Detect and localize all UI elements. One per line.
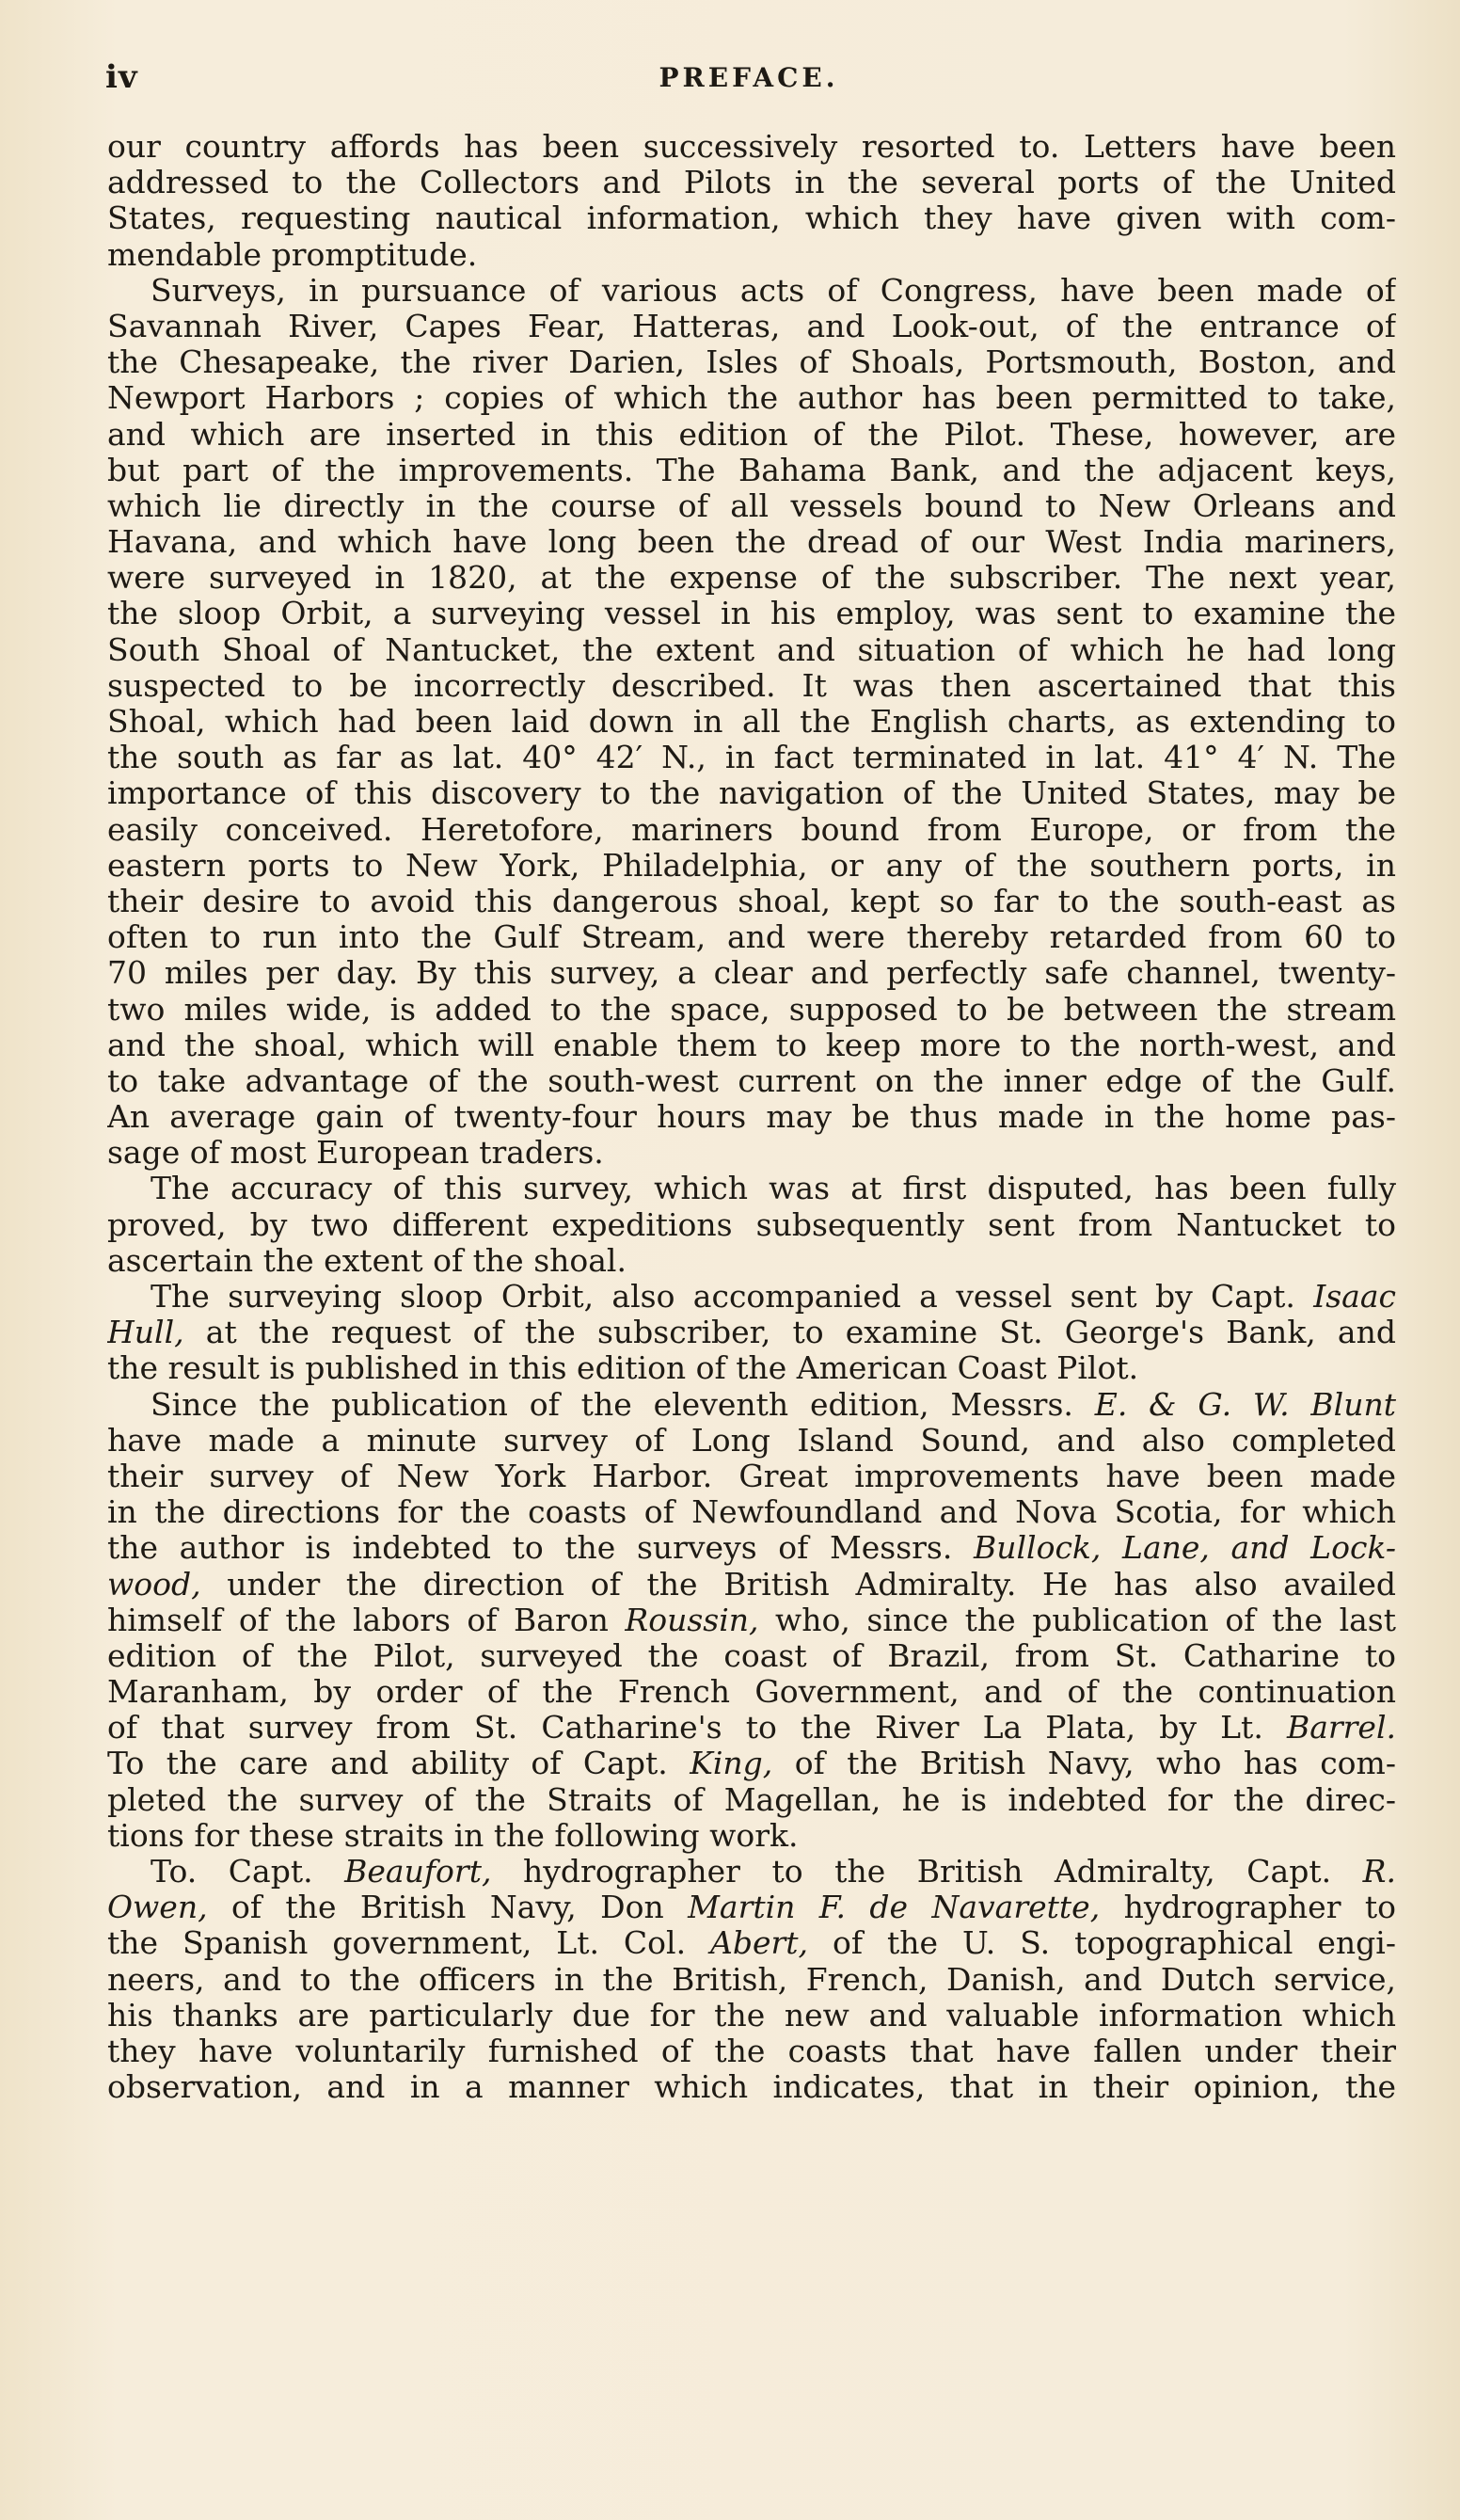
text-segment: Since the publication of the eleventh edition, Messrs. (151, 1386, 1095, 1423)
text-line (107, 884, 1396, 919)
text-line (107, 704, 1396, 740)
text-segment: of that survey from St. Catharine's to the River La Plata, by Lt. (107, 1710, 1287, 1746)
text-line (107, 2069, 1396, 2105)
italic-segment: Beaufort, (344, 1854, 492, 1890)
text-line (107, 1890, 1396, 1925)
text-line (107, 740, 1396, 775)
text-line (107, 309, 1396, 344)
text-segment: proved, by two different expeditions subsequently sent from Nantucket to (107, 1206, 1396, 1243)
text-segment: which lie directly in the course of all vessels bound to New Orleans and (107, 487, 1396, 524)
text-segment: The accuracy of this survey, which was at first disputed, has been fully (151, 1171, 1396, 1207)
text-line (107, 1782, 1396, 1818)
text-segment: of the U. S. topographical engi- (808, 1925, 1396, 1962)
text-line (107, 1710, 1396, 1746)
text-line (107, 1423, 1396, 1459)
italic-segment: wood, (107, 1566, 201, 1603)
text-line (107, 1387, 1396, 1423)
text-line (107, 1925, 1396, 1961)
text-segment: our country affords has been successively resorted to. Letters have been (107, 129, 1396, 165)
text-line (107, 992, 1396, 1028)
text-line (107, 1243, 1396, 1279)
text-segment: but part of the improvements. The Bahama Bank, and the adjacent keys, (107, 452, 1396, 488)
italic-segment: Bullock, Lane, and Lock- (973, 1530, 1396, 1567)
text-segment: ascertain the extent of the shoal. (107, 1242, 627, 1279)
text-line (107, 1459, 1396, 1494)
text-line (107, 1746, 1396, 1781)
text-line (107, 273, 1396, 309)
text-segment: his thanks are particularly due for the new and valuable information which (107, 1997, 1396, 2034)
text-line (107, 632, 1396, 668)
text-line (107, 1854, 1396, 1890)
text-segment: in the directions for the coasts of Newfoundland and Nova Scotia, for which (107, 1494, 1396, 1531)
text-line (107, 1135, 1396, 1171)
text-segment: South Shoal of Nantucket, the extent and situation of which he had long (107, 631, 1396, 668)
text-line (107, 1063, 1396, 1099)
text-line (107, 1350, 1396, 1386)
text-segment: sage of most European traders. (107, 1135, 604, 1172)
text-line (107, 453, 1396, 488)
text-segment: of the British Navy, Don (207, 1890, 689, 1926)
text-segment: neers, and to the officers in the British, French, Danish, and Dutch service, (107, 1961, 1396, 1998)
italic-segment: King, (690, 1746, 773, 1782)
text-segment: were surveyed in 1820, at the expense of the subscriber. The next year, (107, 560, 1396, 597)
text-segment: Havana, and which have long been the dread of our West India mariners, (107, 524, 1396, 561)
text-segment: Newport Harbors ; copies of which the author has been permitted to take, (107, 380, 1396, 417)
text-segment: The surveying sloop Orbit, also accompanied a vessel sent by Capt. (151, 1279, 1314, 1315)
text-segment: pleted the survey of the Straits of Magellan, he is indebted for the direc- (107, 1781, 1396, 1818)
italic-segment: R. (1362, 1854, 1396, 1890)
text-segment: the result is published in this edition of the American Coast Pilot. (107, 1350, 1139, 1387)
text-segment: the Chesapeake, the river Darien, Isles of Shoals, Portsmouth, Boston, and (107, 344, 1396, 381)
italic-segment: E. & G. W. Blunt (1094, 1386, 1396, 1423)
text-segment: mendable promptitude. (107, 236, 478, 273)
italic-segment: Martin F. de Navarette, (688, 1890, 1101, 1926)
text-segment: suspected to be incorrectly described. It was then ascertained that this (107, 667, 1396, 704)
italic-segment: Roussin, (625, 1602, 759, 1638)
text-segment: they have voluntarily furnished of the coasts that have fallen under their (107, 2033, 1396, 2069)
text-segment: the Spanish government, Lt. Col. (107, 1925, 711, 1962)
text-line (107, 129, 1396, 165)
text-line (107, 1567, 1396, 1603)
text-segment: and which are inserted in this edition of the Pilot. These, however, are (107, 416, 1396, 453)
text-segment: eastern ports to New York, Philadelphia, or any of the southern ports, in (107, 847, 1396, 884)
text-segment: himself of the labors of Baron (107, 1602, 626, 1638)
italic-segment: Barrel. (1286, 1710, 1396, 1746)
text-line (107, 2034, 1396, 2069)
text-line (107, 488, 1396, 524)
text-segment: importance of this discovery to the navigation of the United States, may be (107, 775, 1396, 812)
running-head: PREFACE. (659, 62, 839, 93)
text-segment: the author is indebted to the surveys of Messrs. (107, 1530, 974, 1567)
text-segment: the sloop Orbit, a surveying vessel in his employ, was sent to examine the (107, 596, 1396, 632)
text-line (107, 417, 1396, 453)
text-segment: addressed to the Collectors and Pilots in the several ports of the United (107, 165, 1396, 201)
text-line (107, 1315, 1396, 1350)
text-segment: often to run into the Gulf Stream, and were thereby retarded from 60 to (107, 919, 1396, 956)
text-line (107, 775, 1396, 811)
text-line (107, 1279, 1396, 1315)
text-line (107, 165, 1396, 200)
text-segment: easily conceived. Heretofore, mariners bound from Europe, or from the (107, 811, 1396, 848)
text-segment: the south as far as lat. 40° 42′ N., in fact terminated in lat. 41° 4′ N. The (107, 740, 1396, 776)
text-segment: edition of the Pilot, surveyed the coast of Brazil, from St. Catharine to (107, 1637, 1396, 1674)
text-line (107, 1530, 1396, 1566)
text-line (107, 1494, 1396, 1530)
text-line (107, 955, 1396, 991)
text-line (107, 380, 1396, 416)
italic-segment: Hull, (107, 1315, 184, 1351)
text-segment: tions for these straits in the following work. (107, 1817, 799, 1854)
text-line (107, 200, 1396, 236)
text-segment: their desire to avoid this dangerous shoal, kept so far to the south-east as (107, 883, 1396, 919)
text-segment: who, since the publication of the last (758, 1602, 1396, 1638)
text-segment: under the direction of the British Admiralty. He has also availed (200, 1566, 1396, 1603)
text-segment: hydrographer to the British Admiralty, Capt. (491, 1854, 1363, 1890)
text-line (107, 560, 1396, 596)
text-segment: their survey of New York Harbor. Great improvements have been made (107, 1458, 1396, 1494)
text-line (107, 1962, 1396, 1998)
text-segment: 70 miles per day. By this survey, a clear and perfectly safe channel, twenty- (107, 955, 1396, 992)
text-segment: two miles wide, is added to the space, supposed to be between the stream (107, 991, 1396, 1028)
text-segment: States, requesting nautical information, which they have given with com- (107, 200, 1396, 237)
text-segment: To the care and ability of Capt. (107, 1746, 690, 1782)
text-segment: observation, and in a manner which indicates, that in their opinion, the (107, 2069, 1396, 2106)
page-number: iv (105, 58, 138, 96)
text-line (107, 1171, 1396, 1206)
text-segment: to take advantage of the south-west current on the inner edge of the Gulf. (107, 1062, 1396, 1099)
text-segment: Savannah River, Capes Fear, Hatteras, and Look-out, of the entrance of (107, 308, 1396, 344)
text-segment: To. Capt. (151, 1854, 345, 1890)
page-header (105, 58, 1392, 115)
text-line (107, 237, 1396, 273)
text-line (107, 1818, 1396, 1854)
text-line (107, 1674, 1396, 1710)
text-line (107, 812, 1396, 848)
text-line (107, 1998, 1396, 2034)
text-line (107, 919, 1396, 955)
text-line (107, 524, 1396, 560)
text-segment: at the request of the subscriber, to examine St. George's Bank, and (183, 1315, 1396, 1351)
text-segment: Maranham, by order of the French Government, and of the continuation (107, 1674, 1396, 1711)
text-segment: hydrographer to (1100, 1890, 1396, 1926)
italic-segment: Isaac (1313, 1279, 1396, 1315)
text-segment: An average gain of twenty-four hours may be thus made in the home pas- (107, 1099, 1396, 1136)
text-line (107, 848, 1396, 884)
text-segment: have made a minute survey of Long Island Sound, and also completed (107, 1422, 1396, 1459)
text-segment: Surveys, in pursuance of various acts of Congress, have been made of (151, 272, 1396, 309)
text-line (107, 1099, 1396, 1135)
italic-segment: Owen, (107, 1890, 208, 1926)
text-line (107, 1638, 1396, 1674)
preface-text-block (107, 129, 1396, 2105)
text-segment: and the shoal, which will enable them to keep more to the north-west, and (107, 1027, 1396, 1063)
text-segment: Shoal, which had been laid down in all the English charts, as extending to (107, 704, 1396, 740)
text-segment: of the British Navy, who has com- (772, 1746, 1396, 1782)
text-line (107, 1207, 1396, 1243)
text-line (107, 344, 1396, 380)
italic-segment: Abert, (710, 1925, 809, 1962)
text-line (107, 596, 1396, 631)
text-line (107, 1028, 1396, 1063)
text-line (107, 1603, 1396, 1638)
text-line (107, 668, 1396, 704)
